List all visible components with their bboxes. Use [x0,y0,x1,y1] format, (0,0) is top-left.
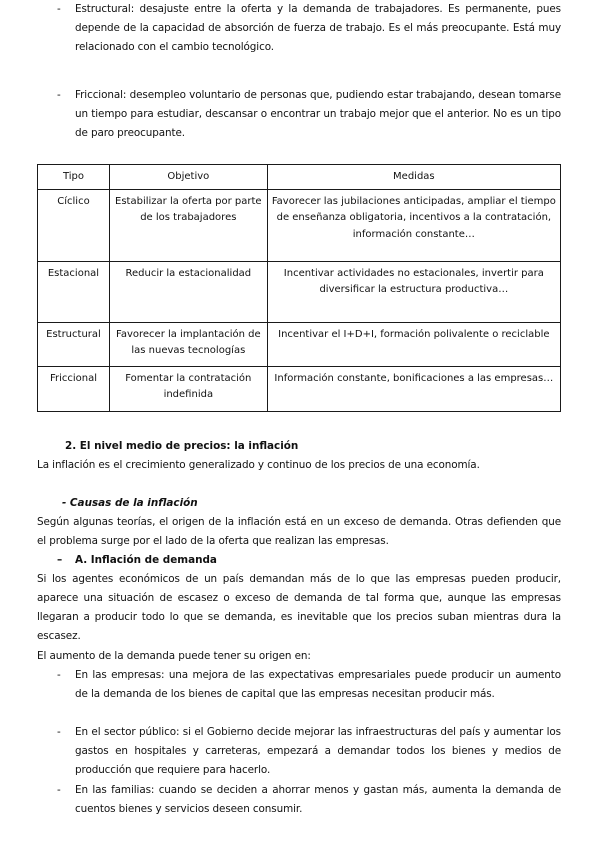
bullet-marker: - [57,784,61,796]
bullet-marker: - [57,726,61,738]
cell-medidas: Incentivar actividades no estacionales, invertir para diversificar la estructura productiva… [267,261,560,322]
cell-objetivo: Reducir la estacionalidad [109,261,267,322]
demand-paragraph: Si los agentes económicos de un país demandan más de lo que las empresas pueden producir, aparece una situación de escasez o exceso de demanda de tal forma que, aunque las empresas llegaran a producir todo lo que se demanda, es inevitable que los precios suban mientras dura la escasez. [37,573,561,642]
bullet-marker: - [57,669,61,681]
cell-medidas: Información constante, bonificaciones a las empresas… [267,366,560,411]
cell-objetivo: Favorecer la implantación de las nuevas tecnologías [109,322,267,366]
header-objetivo: Objetivo [109,165,267,190]
causes-heading: - Causas de la inflación [62,497,198,509]
table-row [38,322,561,366]
inflation-definition: La inflación es el crecimiento generalizado y continuo de los precios de una economía. [37,459,480,471]
header-tipo: Tipo [38,165,110,190]
bullet-familias [57,781,561,819]
subheading-demand-inflation [57,551,217,570]
origin-intro: El aumento de la demanda puede tener su origen en: [37,650,311,662]
subheading-marker: – [57,554,63,566]
unemployment-table [37,164,561,412]
cell-tipo: Friccional [38,366,110,411]
bullet-text: En el sector público: si el Gobierno decide mejorar las infraestructuras del país y aumentar los gastos en hospitales y carreteras, empezará a demandar todos los bienes y medios de producción que requiere para hacerlo. [75,726,561,776]
bullet-marker: - [57,89,61,101]
bullet-text: Estructural: desajuste entre la oferta y la demanda de trabajadores. Es permanente, pues depende de la capacidad de absorción de fuerza de trabajo. Es el más preocupante. Está muy relacionado con el cambio tecnológico. [75,3,561,53]
section-heading: 2. El nivel medio de precios: la inflación [65,440,299,452]
bullet-estructural [57,0,561,57]
bullet-empresas [57,666,561,704]
bullet-marker: - [57,3,61,15]
bullet-text: En las familias: cuando se deciden a ahorrar menos y gastan más, aumenta la demanda de cuentos bienes y servicios deseen consumir. [75,784,561,815]
causes-intro: Según algunas teorías, el origen de la inflación está en un exceso de demanda. Otras defienden que el problema surge por el lado de la oferta que realizan las empresas. [37,516,561,547]
cell-tipo: Estructural [38,322,110,366]
table-row [38,261,561,322]
table-row [38,366,561,411]
bullet-sector-publico [57,723,561,780]
header-medidas: Medidas [267,165,560,190]
bullet-text: En las empresas: una mejora de las expectativas empresariales puede producir un aumento de la demanda de los bienes de capital que las empresas necesitan producir más. [75,669,561,700]
bullet-text: Friccional: desempleo voluntario de personas que, pudiendo estar trabajando, desean tomarse un tiempo para estudiar, descansar o encontrar un trabajo mejor que el anterior. No es un tipo de paro preocupante. [75,89,561,139]
cell-objetivo: Estabilizar la oferta por parte de los trabajadores [109,189,267,261]
cell-tipo: Estacional [38,261,110,322]
cell-tipo: Cíclico [38,189,110,261]
cell-objetivo: Fomentar la contratación indefinida [109,366,267,411]
bullet-friccional [57,86,561,143]
table-row [38,189,561,261]
table-header-row [38,165,561,190]
cell-medidas: Incentivar el I+D+I, formación polivalente o reciclable [267,322,560,366]
subheading-text: A. Inflación de demanda [75,554,217,566]
cell-medidas: Favorecer las jubilaciones anticipadas, ampliar el tiempo de enseñanza obligatoria, incentivos a la contratación, información constante… [267,189,560,261]
